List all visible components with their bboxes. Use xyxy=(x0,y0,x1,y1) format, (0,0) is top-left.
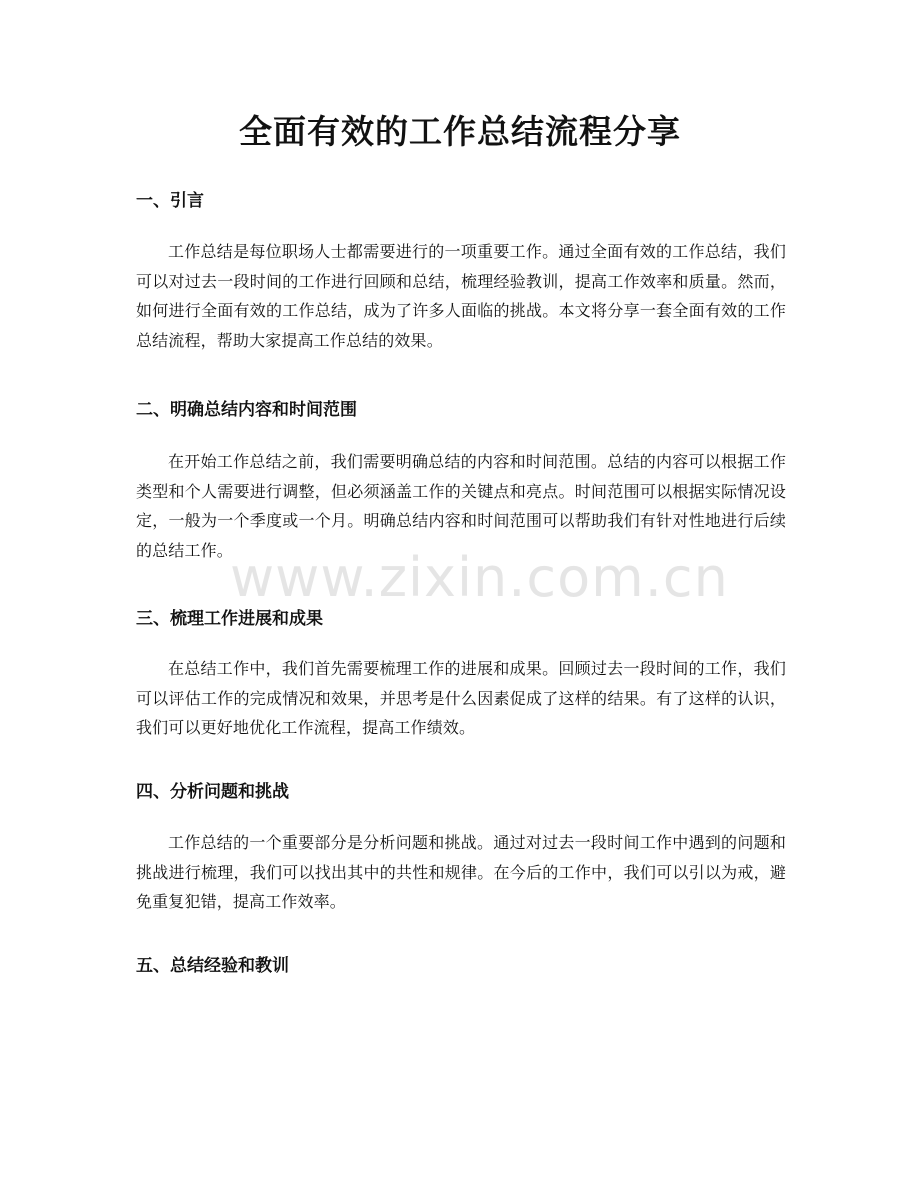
section-heading-problems: 四、分析问题和挑战 xyxy=(136,782,289,802)
section-paragraph-progress: 在总结工作中，我们首先需要梳理工作的进展和成果。回顾过去一段时间的工作，我们可以评估工作的完成情况和效果，并思考是什么因素促成了这样的结果。有了这样的认识，我们可以更好地优化工作流程，提高工作绩效。 xyxy=(136,659,786,738)
section-heading-scope: 二、明确总结内容和时间范围 xyxy=(136,400,357,420)
section-heading-progress: 三、梳理工作进展和成果 xyxy=(136,609,323,629)
section-paragraph-introduction: 工作总结是每位职场人士都需要进行的一项重要工作。通过全面有效的工作总结，我们可以对过去一段时间的工作进行回顾和总结，梳理经验教训，提高工作效率和质量。然而，如何进行全面有效的工作总结，成为了许多人面临的挑战。本文将分享一套全面有效的工作总结流程，帮助大家提高工作总结的效果。 xyxy=(136,242,786,350)
watermark: www.zixin.com.cn xyxy=(230,546,729,609)
section-heading-lessons: 五、总结经验和教训 xyxy=(136,956,289,976)
page-title: 全面有效的工作总结流程分享 xyxy=(239,112,681,151)
section-paragraph-problems: 工作总结的一个重要部分是分析问题和挑战。通过对过去一段时间工作中遇到的问题和挑战进行梳理，我们可以找出其中的共性和规律。在今后的工作中，我们可以引以为戒，避免重复犯错，提高工作效率。 xyxy=(136,833,786,912)
section-heading-introduction: 一、引言 xyxy=(136,191,204,211)
section-paragraph-scope: 在开始工作总结之前，我们需要明确总结的内容和时间范围。总结的内容可以根据工作类型和个人需要进行调整，但必须涵盖工作的关键点和亮点。时间范围可以根据实际情况设定，一般为一个季度或一个月。明确总结内容和时间范围可以帮助我们有针对性地进行后续的总结工作。 xyxy=(136,452,786,560)
